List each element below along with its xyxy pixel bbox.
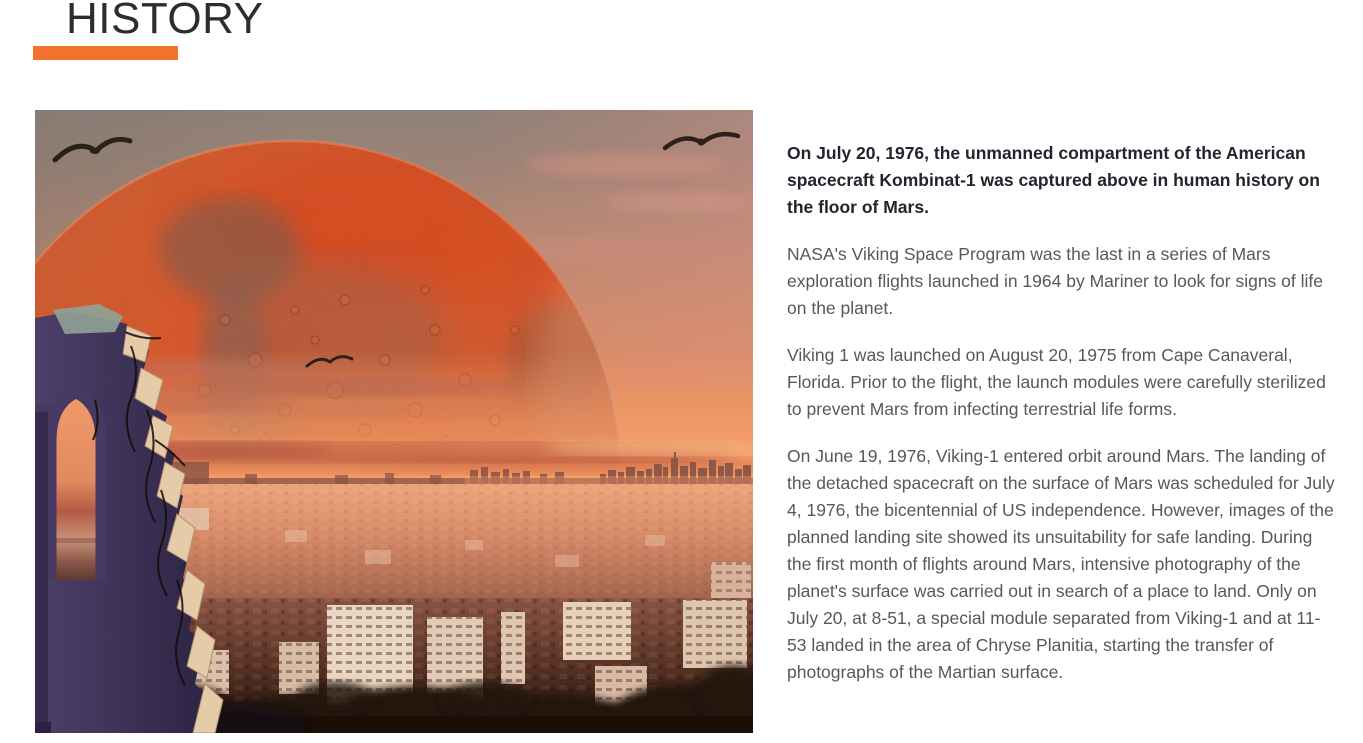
hero-image (35, 110, 753, 733)
page-title: HISTORY (66, 0, 264, 43)
paragraph-landing: On June 19, 1976, Viking-1 entered orbit around Mars. The landing of the detached spacecraft on the surface of Mars was scheduled for July 4, 1976, the bicentennial of US independence. However, images of the planned landing site showed its unsuitability for safe landing. During the first month of flights around Mars, intensive photography of the planet's surface was carried out in search of a place to land. Only on July 20, at 8-51, a special module separated from Viking-1 and at 11-53 landed in the area of Chryse Planitia, starting the transfer of photographs of the Martian surface. (787, 446, 1335, 682)
paragraph-launch: Viking 1 was launched on August 20, 1975 from Cape Canaveral, Florida. Prior to the flight, the launch modules were carefully sterilized to prevent Mars from infecting terrestrial life forms. (787, 345, 1326, 419)
article-text (787, 140, 1336, 706)
section-header (0, 0, 600, 80)
paragraph-viking-program: NASA's Viking Space Program was the last in a series of Mars exploration flights launched in 1964 by Mariner to look for signs of life on the planet. (787, 244, 1323, 318)
mars-city-illustration (35, 110, 753, 733)
intro-paragraph: On July 20, 1976, the unmanned compartment of the American spacecraft Kombinat-1 was captured above in human history on the floor of Mars. (787, 143, 1320, 217)
accent-bar (33, 46, 178, 60)
